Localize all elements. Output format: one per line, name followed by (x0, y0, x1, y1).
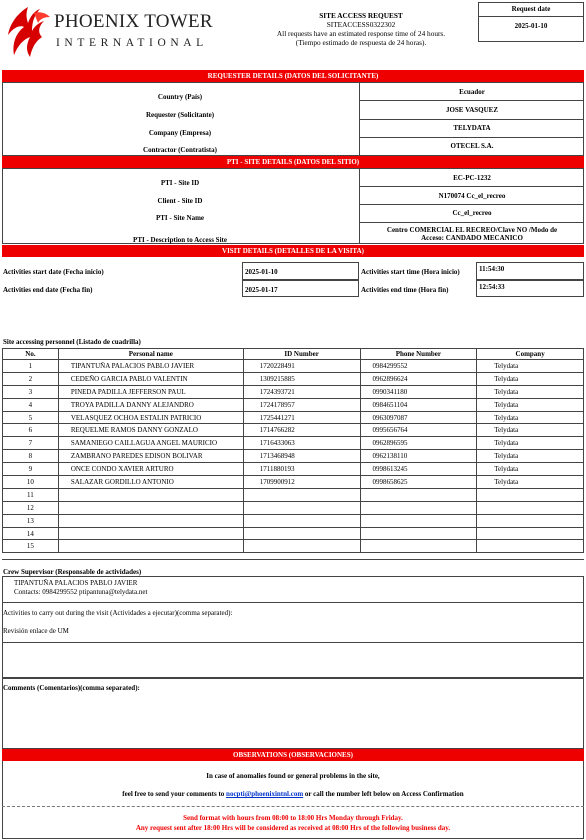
person-phone: 0963097087 (360, 411, 477, 424)
supervisor-contacts: Contacts: 0984299552 ptipantuna@telydata.net (14, 588, 148, 596)
person-company: Telydata (477, 372, 584, 385)
start-time-label: Activities start time (Hora inicio) (361, 268, 460, 276)
table-row (3, 372, 584, 385)
table-row (3, 398, 584, 411)
observations-line2-post: or call the number left below on Access Confirmation (304, 790, 464, 798)
access-description-value (360, 226, 584, 242)
table-row (3, 476, 584, 489)
activities-text: Revisión enlace de UM (3, 627, 69, 635)
visit-section-header: VISIT DETAILS (DETALLES DE LA VISITA) (2, 245, 584, 257)
access-description-label: PTI - Description to Access Site (133, 236, 227, 244)
row-number: 8 (3, 450, 59, 463)
person-phone: 0984299552 (360, 360, 477, 373)
comments-title: Comments (Comentarios)(comma separated): (3, 684, 140, 692)
person-name: TIPANTUÑA PALACIOS PABLO JAVIER (58, 360, 243, 373)
requester-value: JOSE VASQUEZ (445, 106, 499, 114)
person-name (58, 527, 243, 540)
table-row (3, 385, 584, 398)
contractor-value: OTECEL S.A. (450, 142, 494, 150)
person-name: ONCE CONDO XAVIER ARTURO (58, 463, 243, 476)
form-title: SITE ACCESS REQUEST (319, 11, 403, 20)
person-id: 1716433063 (243, 437, 360, 450)
access-description-line1: Centro COMERCIAL EL RECREO/Clave NO /Modo de (386, 226, 558, 234)
person-id: 1709900912 (243, 476, 360, 489)
person-phone: 0962896624 (360, 372, 477, 385)
response-time-note: All requests have an estimated response time of 24 hours. (276, 29, 446, 38)
start-time-value: 11:54:30 (479, 265, 505, 273)
person-company: Telydata (477, 476, 584, 489)
person-company: Telydata (477, 385, 584, 398)
row-number: 9 (3, 463, 59, 476)
response-time-note-es: (Tiempo estimado de respuesta de 24 horas). (295, 38, 427, 47)
row-number: 11 (3, 488, 59, 501)
person-company: Telydata (477, 463, 584, 476)
client-site-value: N170074 Cc_el_recreo (438, 192, 506, 200)
table-row (3, 514, 584, 527)
supervisor-title: Crew Supervisor (Responsable de actividades) (3, 568, 142, 576)
person-phone (360, 514, 477, 527)
row-number: 6 (3, 424, 59, 437)
end-date-value: 2025-01-17 (245, 286, 278, 294)
country-value: Ecuador (459, 88, 485, 96)
col-header-company: Company (477, 349, 584, 360)
table-row (3, 450, 584, 463)
request-code: SITEACCESS0322302 (326, 20, 396, 29)
person-name (58, 501, 243, 514)
person-company: Telydata (477, 437, 584, 450)
person-id: 1725441271 (243, 411, 360, 424)
row-number: 13 (3, 514, 59, 527)
table-row (3, 463, 584, 476)
request-date-box (478, 2, 584, 42)
footer-after-hours-note: Any request sent after 18:00 Hrs will be considered as received at 08:00 Hrs of the following business day. (135, 824, 451, 832)
client-site-label: Client - Site ID (157, 197, 203, 205)
contractor-label: Contractor (Contratista) (143, 146, 217, 154)
site-name-value: Cc_el_recreo (452, 209, 492, 217)
person-phone: 0998658625 (360, 476, 477, 489)
personnel-header-row (3, 349, 584, 360)
requester-label: Requester (Solicitante) (145, 111, 215, 119)
col-header-name: Personal name (58, 349, 243, 360)
person-id: 1309215885 (243, 372, 360, 385)
person-name: PINEDA PADILLA JEFFERSON PAUL (58, 385, 243, 398)
site-name-label: PTI - Site Name (155, 214, 205, 222)
person-phone: 0995656764 (360, 424, 477, 437)
table-row (3, 501, 584, 514)
start-date-label: Activities start date (Fecha inicio) (3, 268, 104, 276)
access-description-line2: Acceso: CANDADO MECANICO (421, 234, 523, 242)
row-number: 14 (3, 527, 59, 540)
table-row (3, 527, 584, 540)
row-number: 2 (3, 372, 59, 385)
person-name: VELASQUEZ OCHOA ESTALIN PATRICIO (58, 411, 243, 424)
person-company (477, 488, 584, 501)
person-name (58, 540, 243, 553)
row-number: 7 (3, 437, 59, 450)
person-phone: 0984651104 (360, 398, 477, 411)
end-time-value: 12:54:33 (479, 283, 505, 291)
table-row (3, 360, 584, 373)
person-id (243, 540, 360, 553)
row-number: 12 (3, 501, 59, 514)
footer-hours-note: Send format with hours from 08:00 to 18:00 Hrs Monday through Friday. (183, 814, 403, 822)
col-header-id: ID Number (243, 349, 360, 360)
observations-line2-pre: feel free to send your comments to (122, 790, 225, 798)
person-id: 1724393721 (243, 385, 360, 398)
person-phone: 0962138110 (360, 450, 477, 463)
person-phone (360, 540, 477, 553)
person-phone: 0990341180 (360, 385, 477, 398)
site-id-value: EC-PC-1232 (453, 174, 491, 182)
phoenix-bird-icon (4, 5, 52, 59)
person-id: 1714766282 (243, 424, 360, 437)
row-number: 15 (3, 540, 59, 553)
person-id: 1711880193 (243, 463, 360, 476)
person-name: CEDEÑO GARCIA PABLO VALENTIN (58, 372, 243, 385)
end-time-label: Activities end time (Hora fin) (361, 286, 449, 294)
person-company (477, 501, 584, 514)
observations-line1: In case of anomalies found or general problems in the site, (206, 772, 380, 780)
requester-section-header: REQUESTER DETAILS (DATOS DEL SOLICITANTE) (2, 70, 584, 82)
person-company: Telydata (477, 411, 584, 424)
person-phone (360, 527, 477, 540)
start-date-value: 2025-01-10 (245, 268, 278, 276)
supervisor-name: TIPANTUÑA PALACIOS PABLO JAVIER (14, 579, 138, 587)
request-date-label: Request date (479, 5, 583, 17)
person-name: SALAZAR GORDILLO ANTONIO (58, 476, 243, 489)
person-phone: 0998613245 (360, 463, 477, 476)
row-number: 5 (3, 411, 59, 424)
person-id (243, 501, 360, 514)
company-label: Company (Empresa) (148, 129, 212, 137)
person-name: TROYA PADILLA DANNY ALEJANDRO (58, 398, 243, 411)
person-id: 1720228491 (243, 360, 360, 373)
logo-text-line1: PHOENIX TOWER (54, 11, 213, 32)
row-number: 4 (3, 398, 59, 411)
request-date-value: 2025-01-10 (514, 22, 548, 30)
person-name: SAMANIEGO CAILLAGUA ANGEL MAURICIO (58, 437, 243, 450)
person-id: 1724178957 (243, 398, 360, 411)
row-number: 3 (3, 385, 59, 398)
person-phone: 0962896595 (360, 437, 477, 450)
person-id (243, 527, 360, 540)
row-number: 1 (3, 360, 59, 373)
person-name: ZAMBRANO PAREDES EDISON BOLIVAR (58, 450, 243, 463)
observations-line2 (2, 790, 584, 798)
person-name (58, 514, 243, 527)
person-company (477, 527, 584, 540)
person-phone (360, 488, 477, 501)
person-id (243, 514, 360, 527)
col-header-phone: Phone Number (360, 349, 477, 360)
form-header (250, 11, 472, 47)
observations-section-header: OBSERVATIONS (OBSERVACIONES) (2, 749, 584, 761)
activities-title: Activities to carry out during the visit (Actividades a ejecutar)(comma separated): (3, 609, 233, 617)
site-section-header: PTI - SITE DETAILS (DATOS DEL SITIO) (2, 156, 584, 168)
person-company: Telydata (477, 424, 584, 437)
table-row (3, 540, 584, 553)
country-label: Country (País) (157, 93, 203, 101)
table-row (3, 437, 584, 450)
person-company: Telydata (477, 360, 584, 373)
company-value: TELYDATA (453, 124, 491, 132)
end-date-label: Activities end date (Fecha fin) (3, 286, 93, 294)
site-id-label: PTI - Site ID (160, 179, 200, 187)
person-phone (360, 501, 477, 514)
table-row (3, 411, 584, 424)
logo-text-line2: INTERNATIONAL (56, 37, 208, 49)
person-name (58, 488, 243, 501)
row-number: 10 (3, 476, 59, 489)
person-id (243, 488, 360, 501)
noc-email-link[interactable]: nocpti@phoenixintnl.com (226, 790, 304, 798)
table-row (3, 424, 584, 437)
company-logo (4, 3, 244, 61)
person-id: 1713468948 (243, 450, 360, 463)
person-company: Telydata (477, 450, 584, 463)
person-company: Telydata (477, 398, 584, 411)
col-header-no: No. (3, 349, 59, 360)
person-name: REQUELME RAMOS DANNY GONZALO (58, 424, 243, 437)
person-company (477, 514, 584, 527)
personnel-table (2, 348, 584, 553)
personnel-title: Site accessing personnel (Listado de cuadrilla) (3, 338, 141, 346)
person-company (477, 540, 584, 553)
table-row (3, 488, 584, 501)
